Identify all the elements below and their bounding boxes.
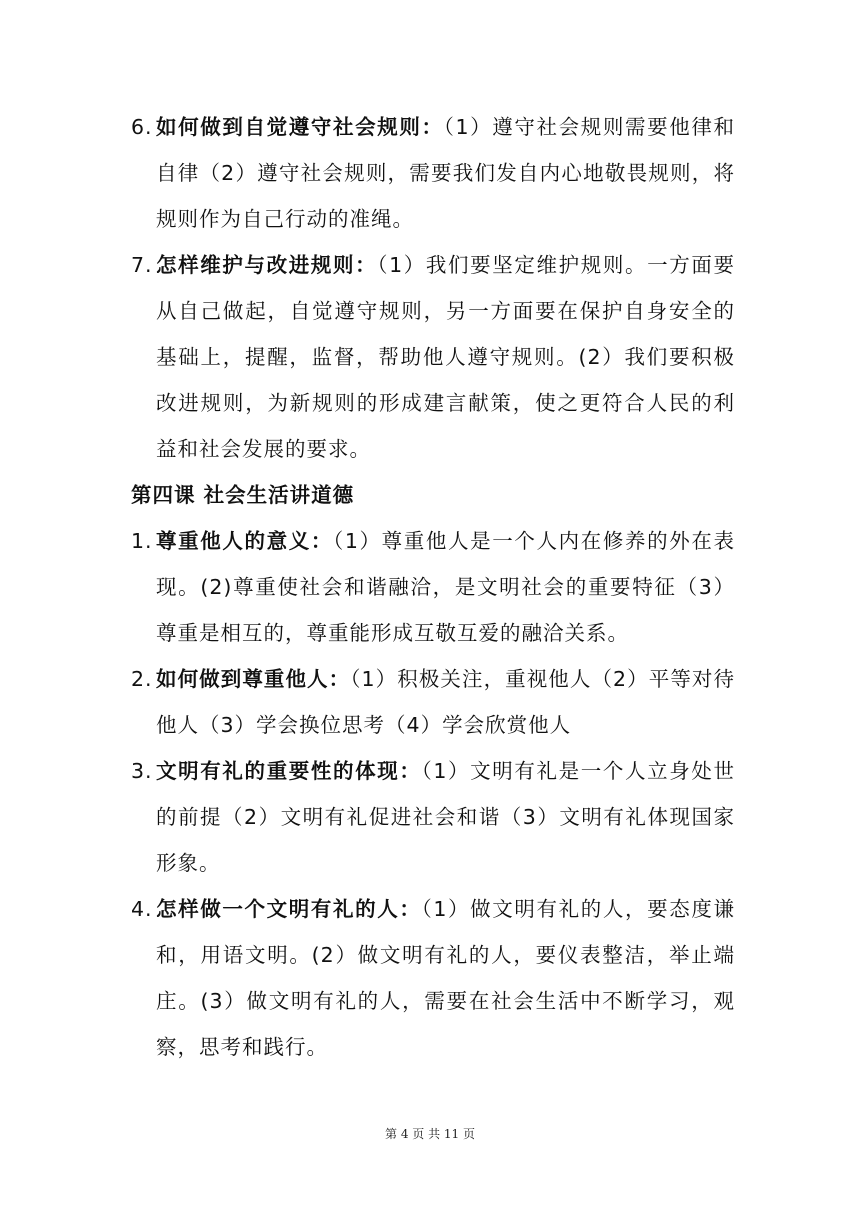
item-body: （1）文明有礼是一个人立身处世的前提（2）文明有礼促进社会和谐（3）文明有礼体现国家形象。 (156, 759, 736, 875)
item-body: （1）遵守社会规则需要他律和自律（2）遵守社会规则，需要我们发自内心地敬畏规则，将规则作为自己行动的准绳。 (156, 115, 736, 231)
item-number: 2. (131, 667, 153, 691)
item-body: （1）积极关注，重视他人（2）平等对待他人（3）学会换位思考（4）学会欣赏他人 (156, 667, 735, 737)
item-heading: 如何做到自觉遵守社会规则： (156, 115, 444, 139)
lesson-item-1 (131, 518, 735, 656)
item-number: 4. (131, 897, 153, 921)
item-body: （1）做文明有礼的人，要态度谦和，用语文明。(2）做文明有礼的人，要仪表整洁，举止端庄。(3）做文明有礼的人，需要在社会生活中不断学习，观察，思考和践行。 (156, 897, 736, 1059)
item-heading: 尊重他人的意义： (156, 529, 333, 553)
item-number: 6. (131, 115, 153, 139)
item-number: 3. (131, 759, 153, 783)
lesson-item-2 (131, 656, 735, 748)
item-heading: 怎样维护与改进规则： (156, 253, 378, 277)
item-heading: 文明有礼的重要性的体现： (156, 759, 422, 783)
lesson-item-4 (131, 886, 735, 1070)
item-body: （1）我们要坚定维护规则。一方面要从自己做起，自觉遵守规则，另一方面要在保护自身安全的基础上，提醒，监督，帮助他人遵守规则。(2）我们要积极改进规则，为新规则的形成建言献策，使之更符合人民的利益和社会发展的要求。 (156, 253, 735, 461)
page-content (131, 104, 735, 1070)
item-number: 1. (131, 529, 153, 553)
item-heading: 怎样做一个文明有礼的人： (156, 897, 422, 921)
lesson-title: 第四课 社会生活讲道德 (131, 483, 355, 507)
page-footer: 第 4 页 共 11 页 (385, 1127, 475, 1141)
section-item-7 (131, 242, 735, 472)
lesson-item-3 (131, 748, 735, 886)
item-number: 7. (131, 253, 153, 277)
item-heading: 如何做到尊重他人： (156, 667, 351, 691)
section-item-6 (131, 104, 735, 242)
item-body: （1）尊重他人是一个人内在修养的外在表现。(2)尊重使社会和谐融洽，是文明社会的重要特征（3）尊重是相互的，尊重能形成互敬互爱的融洽关系。 (156, 529, 736, 645)
